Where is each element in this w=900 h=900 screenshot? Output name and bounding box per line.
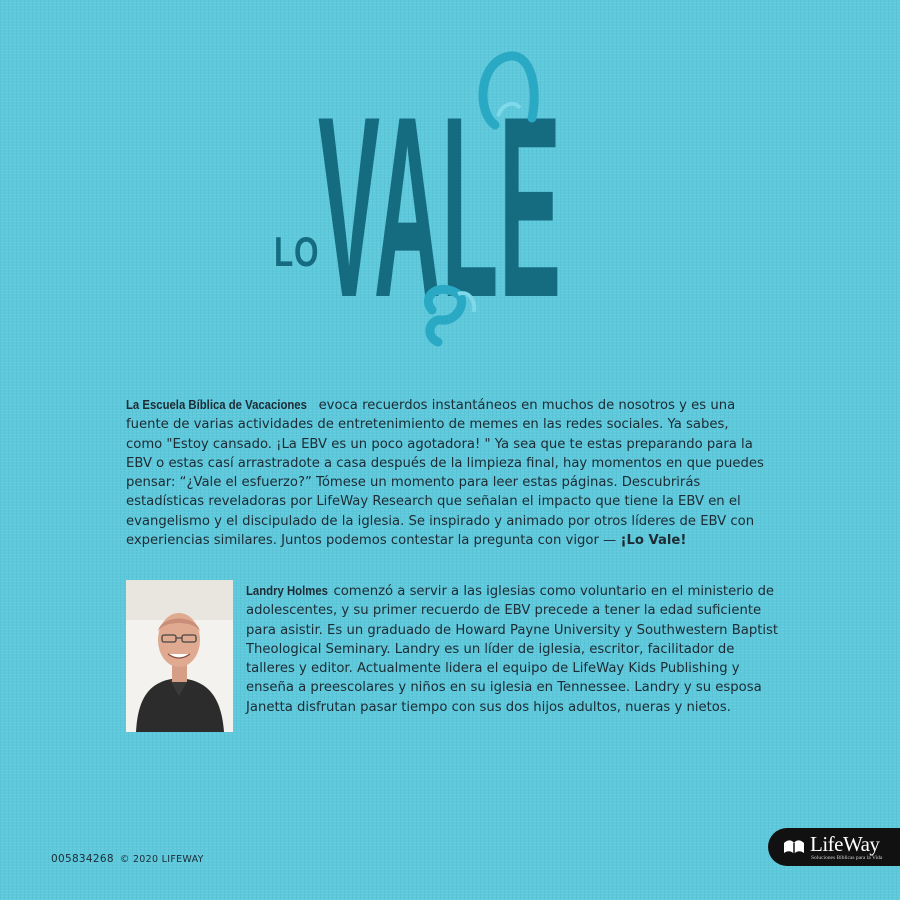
- author-name: Landry Holmes: [246, 583, 328, 598]
- author-bio: [246, 581, 786, 717]
- intro-lead: La Escuela Bíblica de Vacaciones: [126, 397, 307, 412]
- title-vale: VALE: [318, 62, 562, 351]
- author-bio-text: comenzó a servir a las iglesias como voluntario en el ministerio de adolescentes, y su primer recuerdo de EBV precede a tener la edad suficiente para asistir. Es un graduado de Howard Payne University y Southwestern Baptist Theological Seminary. Landry es un líder de iglesia, escritor, facilitador de talleres y editor. Actualmente lidera el equipo de LifeWay Kids Publishing y enseña a preescolares y niños en su iglesia en Tennessee. Landry y su esposa Janetta disfrutan pasar tiempo con sus dos hijos adultos, nueras y nietos.: [246, 584, 779, 715]
- copyright: © 2020 LIFEWAY: [119, 854, 204, 865]
- footer-info: [51, 853, 204, 865]
- title-logo: [270, 50, 590, 350]
- author-photo: [126, 580, 233, 732]
- ribbon-graphic: [270, 50, 590, 350]
- intro-cta: ¡Lo Vale!: [620, 533, 687, 549]
- title-lo: LO: [274, 228, 320, 275]
- lifeway-bible-icon: [782, 837, 806, 857]
- intro-body: evoca recuerdos instantáneos en muchos de nosotros y es una fuente de varias actividades de entretenimiento de memes en las redes sociales. Ya sabes, como "Estoy cansado. ¡La EBV es un poco agotadora! " Ya sea que te estas preparando para la EBV o estas casí arrastradote a casa después de la limpieza final, hay momentos en que puedes pensar: “¿Vale el esfuerzo?” Tómese un momento para leer estas páginas. Descubrirás estadísticas reveladoras por LifeWay Research que señalan el impacto que tiene la EBV en el evangelismo y el discipulado de la iglesia. Se inspirado y animado por otros líderes de EBV con experiencias similares. Juntos podemos contestar la pregunta con vigor —: [126, 398, 764, 549]
- logo-tagline: Soluciones Bíblicas para la Vida: [811, 855, 883, 861]
- intro-paragraph: [126, 395, 766, 550]
- product-code: 005834268: [51, 853, 114, 865]
- lifeway-logo: [768, 828, 900, 866]
- logo-wordmark: LifeWay: [810, 832, 880, 856]
